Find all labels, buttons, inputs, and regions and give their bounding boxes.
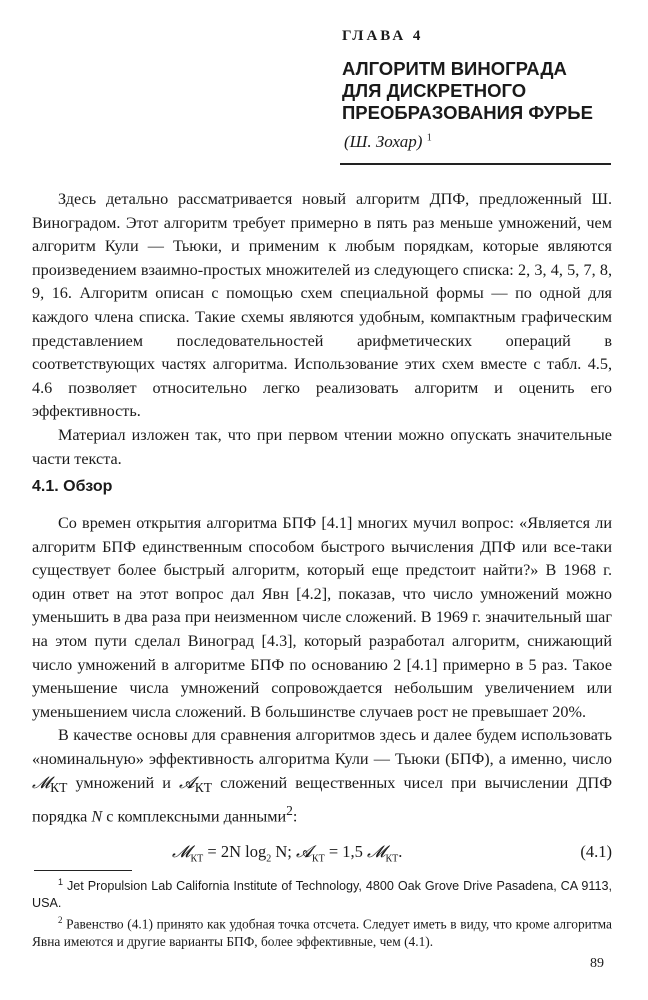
kt-subscript: КТ (311, 853, 325, 865)
equation-body (172, 842, 402, 864)
section-title: Обзор (63, 478, 113, 495)
chapter-title (342, 58, 632, 124)
title-divider (340, 163, 611, 165)
footnotes (32, 874, 612, 950)
intro-paragraph: Материал изложен так, что при первом чтении можно опускать значительные части текста. (32, 425, 612, 468)
formula-part: N; (271, 842, 296, 861)
chapter-title-line: ДЛЯ ДИСКРЕТНОГО (342, 80, 527, 101)
section-number: 4.1. (32, 478, 59, 495)
kt-subscript: КТ (385, 853, 399, 865)
equation-number: (4.1) (580, 842, 612, 861)
kt-subscript: КТ (190, 853, 204, 865)
mult-symbol: 𝓜 (367, 842, 386, 861)
formula-part: . (398, 842, 403, 861)
footnote-2 (32, 912, 612, 949)
formula-part: = 1,5 (324, 842, 367, 861)
author-name: (Ш. Зохар) (344, 132, 423, 151)
text-run: сложений вещественных чисел при вычислении ДПФ порядка (32, 773, 612, 826)
footnote-mark: 2 (58, 915, 63, 926)
add-symbol: 𝓐 (295, 842, 312, 861)
page-number: 89 (590, 956, 604, 971)
section-heading (32, 478, 112, 496)
chapter-label: ГЛАВА 4 (342, 28, 424, 44)
overview-paragraph (32, 724, 612, 829)
intro-text (32, 188, 612, 471)
text-run: с комплексными данными (102, 807, 287, 826)
footnote-divider (34, 870, 132, 871)
mult-symbol: 𝓜 (172, 842, 191, 861)
footnote-mark: 2 (286, 803, 293, 819)
overview-paragraph: Со времен открытия алгоритма БПФ [4.1] многих мучил вопрос: «Является ли алгоритм БПФ единственным способом быстрого вычисления ДПФ или все-таки существует более быстрый алгоритм, который еще предстоит найти?» В 1968 г. один ответ на этот вопрос дал Явн [4.2], показав, что число умножений можно уменьшить в два раза при неизменном числе сложений. В 1969 г. значительный шаг на этом пути сделал Виноград [4.3], который разработал алгоритм, снижающий число умножений в алгоритме БПФ по основанию 2 [4.1] примерно в 5 раз. Такое уменьшение числа умножений сопровождается небольшим увеличением или уменьшением числа сложений. В большинстве случаев рост не превышает 20%. (32, 514, 612, 721)
overview-text (32, 512, 612, 829)
footnote-text: Равенство (4.1) принято как удобная точка отсчета. Следует иметь в виду, что кроме алгоритма Явна имеются и другие варианты БПФ, более эффективные, чем (4.1). (32, 916, 612, 949)
text-run: : (292, 807, 298, 826)
add-symbol: 𝓐 (179, 773, 195, 792)
equation-4-1 (32, 842, 612, 866)
chapter-title-line: АЛГОРИТМ ВИНОГРАДА (342, 58, 567, 79)
author-footnote-mark: 1 (426, 132, 432, 144)
n-symbol: N (91, 807, 103, 826)
chapter-author (344, 132, 432, 152)
kt-subscript: КТ (194, 779, 212, 795)
log-base: 2 (266, 853, 272, 865)
footnote-mark: 1 (58, 877, 64, 887)
intro-paragraph: Здесь детально рассматривается новый алгоритм ДПФ, предложенный Ш. Виноградом. Этот алгоритм требует примерно в пять раз меньше умножений, чем алгоритм Кули — Тьюки, и применим к любым порядкам, которые являются произведением взаимно-простых множителей из следующего списка: 2, 3, 4, 5, 7, 8, 9, 16. Алгоритм описан с помощью схем специальной формы — по одной для каждого члена списка. Такие схемы являются удобным, компактным графическим представлением последовательностей арифметических операций в соответствующих частях алгоритма. Использование этих схем вместе с табл. 4.5, 4.6 позволяет относительно легко реализовать алгоритм и оценить его эффективность. (32, 190, 612, 421)
text-run: В качестве основы для сравнения алгоритмов здесь и далее будем использовать «номинальную» эффективность алгоритма Кули — Тьюки (БПФ), а именно, число (32, 726, 612, 768)
kt-subscript: КТ (50, 779, 68, 795)
footnote-text: Jet Propulsion Lab California Institute of Technology, 4800 Oak Grove Drive Pasadena, CA 9113, USA. (32, 879, 612, 911)
footnote-1 (32, 874, 612, 912)
text-run: умножений и (67, 773, 180, 792)
mult-symbol: 𝓜 (32, 773, 51, 792)
chapter-title-line: ПРЕОБРАЗОВАНИЯ ФУРЬЕ (342, 102, 593, 123)
formula-part: = 2N log (203, 842, 267, 861)
